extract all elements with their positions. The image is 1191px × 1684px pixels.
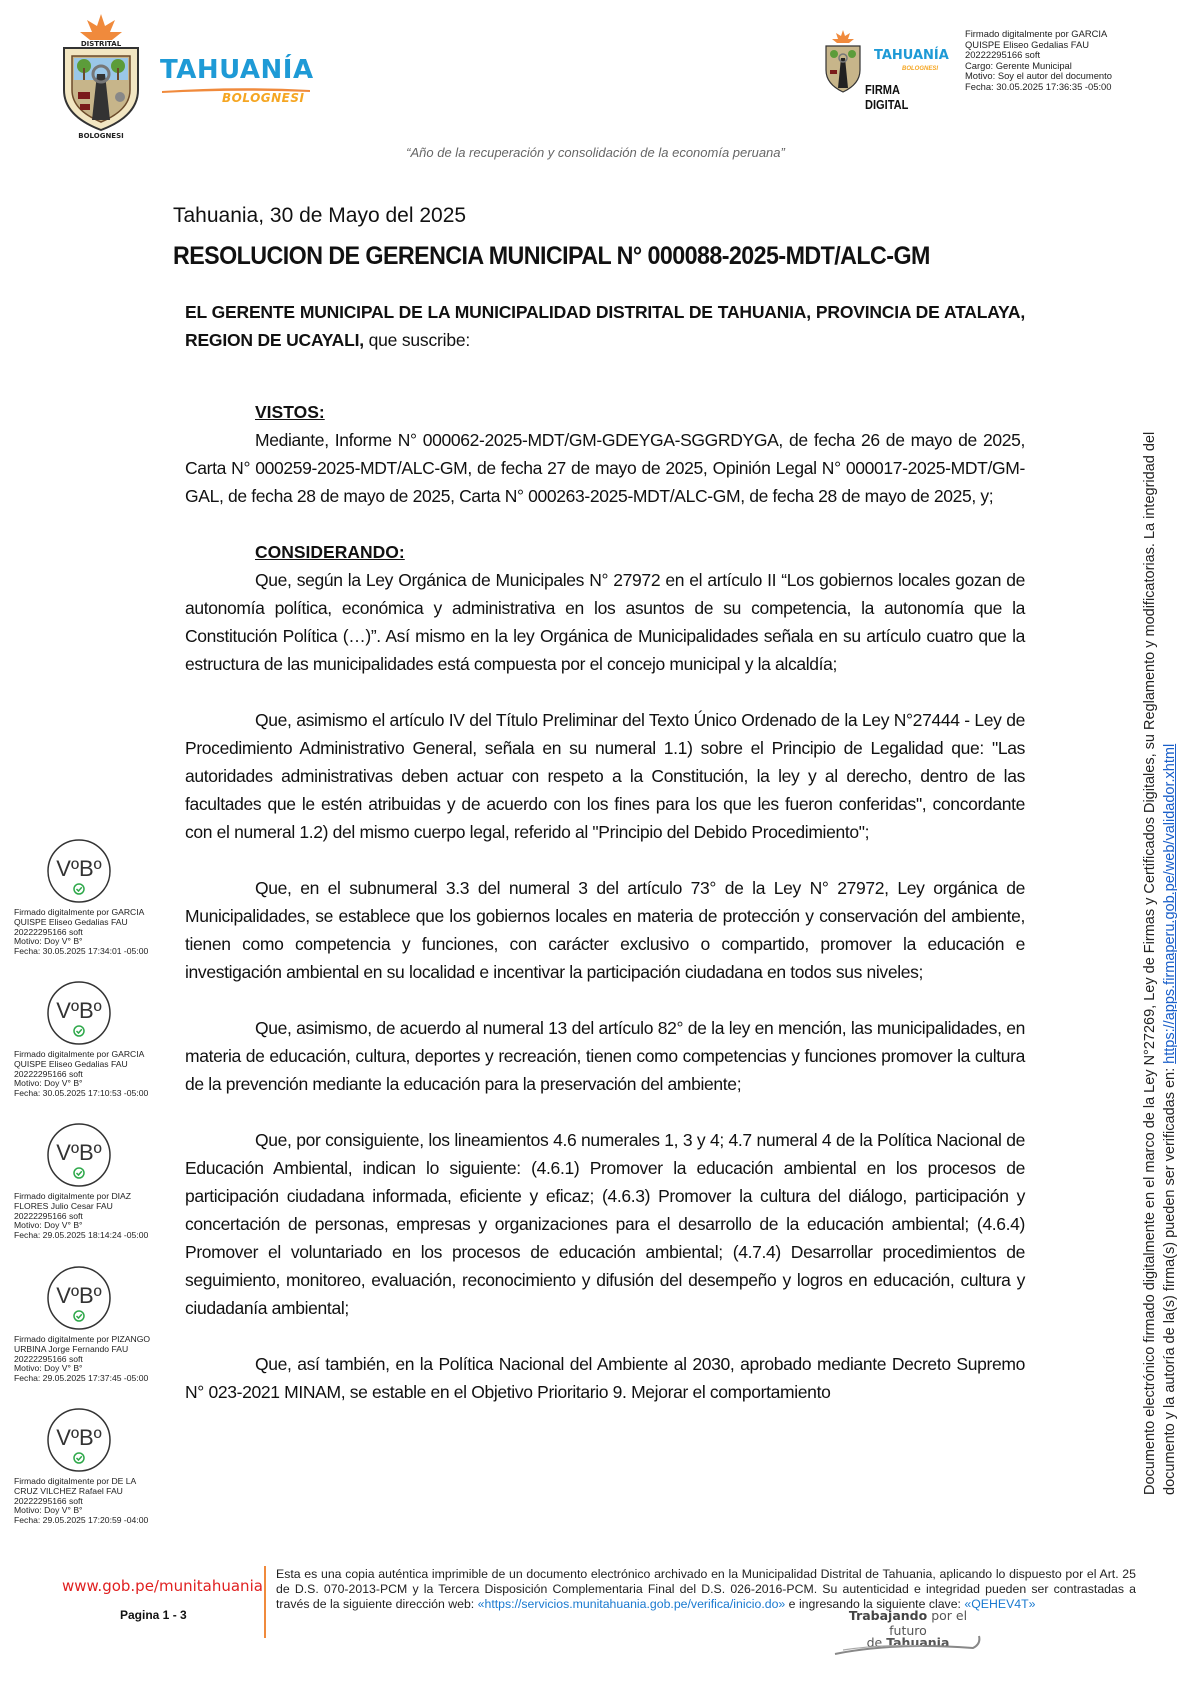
sig-line: QUISPE Eliseo Gedalias FAU (965, 38, 1090, 50)
stamp-line: CRUZ VILCHEZ Rafael FAU (14, 1485, 123, 1496)
sig-line: Cargo: Gerente Municipal (965, 59, 1072, 71)
stamp-line: Fecha: 29.05.2025 18:14:24 -05:00 (14, 1230, 149, 1241)
considerando-paragraph: Que, así también, en la Política Nacional del Ambiente al 2030, aprobado mediante Decreto Supremo N° 023-2021 MINAM, se estable en el Objetivo Prioritario 9. Mejorar el comportamiento (185, 1354, 1025, 1402)
stamp-line: Firmado digitalmente por PIZANGO (14, 1334, 151, 1344)
footer-divider (264, 1566, 266, 1638)
stamp-line: QUISPE Eliseo Gedalias FAU (14, 916, 128, 927)
vobo-seal-icon (46, 1122, 112, 1188)
stamp-line: URBINA Jorge Fernando FAU (14, 1343, 129, 1354)
brand-subtitle: BOLOGNESI (222, 91, 305, 105)
vobo-seal-icon (46, 980, 112, 1046)
stamp-line: 20222295166 soft (14, 1353, 83, 1364)
vobo-stamp (14, 1265, 174, 1410)
considerando-heading: CONSIDERANDO: (255, 542, 405, 562)
crest-top-text: DISTRITAL (80, 40, 122, 48)
stamp-text (14, 908, 148, 957)
vobo-seal-text: VºBº (56, 856, 102, 881)
stamp-line: QUISPE Eliseo Gedalias FAU (14, 1058, 128, 1069)
stamp-line: Fecha: 29.05.2025 17:37:45 -05:00 (14, 1373, 149, 1384)
stamp-line: Firmado digitalmente por DIAZ (14, 1191, 132, 1201)
sig-line: Fecha: 30.05.2025 17:36:35 -05:00 (965, 80, 1112, 92)
vobo-stamp (14, 838, 174, 983)
vobo-seal-icon (46, 838, 112, 904)
stamp-text (14, 1477, 148, 1526)
tahuania-brand (160, 55, 314, 110)
firma-digital-label: FIRMA DIGITAL (865, 82, 909, 112)
considerando-paragraph: Que, asimismo el artículo IV del Título Preliminar del Texto Único Ordenado de la Ley N°27444 - Ley de Procedimiento Administrativo General, señala en su numeral 1.1) sobre el Principio de Legalidad que: "Las autoridades administrativas deben actuar con respeto a la Constitución, la ley y al derecho, dentro de las facultades que le estén atribuidas y de acuerdo con los fines para los que les fueron conferidas", concordante con el numeral 1.2) del mismo cuerpo legal, referido al "Principio del Debido Procedimiento"; (185, 710, 1025, 842)
stamp-line: Motivo: Doy V° B° (14, 936, 83, 947)
stamp-line: Fecha: 30.05.2025 17:34:01 -05:00 (14, 946, 149, 957)
stamp-line: 20222295166 soft (14, 1068, 83, 1079)
considerando-paragraph: Que, en el subnumeral 3.3 del numeral 3 del artículo 73° de la Ley N° 27972, Ley orgánica de Municipalidades, se establece que los gobiernos locales en materia de protección y conservación del ambiente, tienen como competencia y funciones, con carácter exclusivo o compartido, promover la educación e investigación ambiental en su localidad e incentivar la participación ciudadana en todos sus niveles; (185, 878, 1025, 982)
document-date: Tahuania, 30 de Mayo del 2025 (173, 204, 467, 227)
footer-authenticity-note: Esta es una copia auténtica imprimible de un documento electrónico archivado en la Municipalidad Distrital de Tahuania, aplicando lo dispuesto por el Art. 25 de D.S. 070-2013-PCM y la Tercera Disposición Complementaria Final del D.S. 026-2016-PCM. Su autenticidad e integridad pueden ser contrastadas a través de la siguiente dirección web: «https://servicios.munitahuania.gob.pe/verifica/inicio.do» e ingresando la siguiente clave: «QEHEV4T» (276, 1567, 1136, 1612)
footer-website-link[interactable]: www.gob.pe/munitahuania (62, 1577, 263, 1595)
stamp-line: Motivo: Doy V° B° (14, 1220, 83, 1231)
vobo-seal-icon (46, 1407, 112, 1473)
firma-digital-logo (822, 28, 960, 112)
verification-key: «QEHEV4T» (964, 1597, 1036, 1612)
considerando-paragraph: Que, según la Ley Orgánica de Municipales N° 27972 en el artículo II “Los gobiernos locales gozan de autonomía política, económica y administrativa en los asuntos de su competencia, la autonomía que la Constitución Política (…)”. Así mismo en la ley Orgánica de Municipalidades señala en su artículo cuatro que la estructura de las municipalidades está compuesta por el concejo municipal y la alcaldía; (185, 570, 1025, 674)
considerando-paragraph: Que, por consiguiente, los lineamientos 4.6 numerales 1, 3 y 4; 4.7 numeral 4 de la Política Nacional de Educación Ambiental, indican lo siguiente: (4.6.1) Promover la educación ambiental en los procesos de participación ciudadana informada, eficiente y eficaz; (4.6.3) Promover la cultura del diálogo, participación y concertación de personas, empresas y organizaciones para el desarrollo de la educación ambiental; (4.6.4) Promover el voluntariado en los procesos de educación ambiental; (4.7.4) Desarrollar procedimientos de seguimiento, monitoreo, evaluación, reconocimiento y difusión del desempeño y logros en educación, cultura y ciudadanía ambiental; (185, 1130, 1025, 1318)
side-note-line2: documento y la autoría de la(s) firma(s) pueden ser verificadas en: https://apps.firmaperu.gob.pe/web/validador.xhtml (1162, 743, 1178, 1495)
footer-slogan: Trabajando por el futuro de Tahuania (833, 1608, 983, 1658)
sig-line: 20222295166 soft (965, 49, 1041, 60)
document-body (185, 298, 1025, 1406)
small-crest-icon (822, 28, 864, 98)
stamp-line: Motivo: Doy V° B° (14, 1078, 83, 1089)
municipal-crest-logo (52, 12, 150, 140)
vistos-paragraph: Mediante, Informe N° 000062-2025-MDT/GM-GDEYGA-SGGRDYGA, de fecha 26 de mayo de 2025, Carta N° 000259-2025-MDT/ALC-GM, de fecha 27 de mayo de 2025, Opinión Legal N° 000017-2025-MDT/GM-GAL, de fecha 28 de mayo de 2025, Carta N° 000263-2025-MDT/ALC-GM, de fecha 28 de mayo de 2025, y; (185, 430, 1025, 506)
sig-brand-subtitle: BOLOGNESI (902, 66, 939, 72)
stamp-line: 20222295166 soft (14, 926, 83, 937)
resolution-title: RESOLUCION DE GERENCIA MUNICIPAL N° 000088-2025-MDT/ALC-GM (173, 242, 930, 270)
side-note-line1: Documento electrónico firmado digitalmente en el marco de la Ley N°27269, Ley de Firmas y Certificados Digitales, su Reglamento y modificatorias. La integridad del (1142, 431, 1158, 1495)
crest-bottom-text: BOLOGNESI (78, 132, 124, 140)
brand-title: TAHUANÍA (160, 55, 314, 85)
stamp-line: Motivo: Doy V° B° (14, 1363, 83, 1374)
stamp-text (14, 1050, 148, 1099)
stamp-line: Fecha: 30.05.2025 17:10:53 -05:00 (14, 1088, 149, 1099)
stamp-line: Firmado digitalmente por GARCIA (14, 1049, 145, 1059)
vobo-stamp (14, 980, 174, 1125)
stamp-text (14, 1192, 148, 1241)
stamp-line: 20222295166 soft (14, 1210, 83, 1221)
crest-icon (52, 12, 150, 140)
stamp-line: Motivo: Doy V° B° (14, 1505, 83, 1516)
intro-paragraph (185, 298, 1025, 354)
sig-brand-title: TAHUANÍA (874, 48, 949, 63)
stamp-line: Fecha: 29.05.2025 17:20:59 -04:00 (14, 1515, 149, 1526)
year-motto: “Año de la recuperación y consolidación de la economía peruana” (406, 145, 785, 160)
page-indicator: Pagina 1 - 3 (120, 1608, 187, 1622)
intro-normal: que suscribe: (363, 330, 471, 350)
sig-line: Motivo: Soy el autor del documento (965, 70, 1112, 81)
vobo-seal-text: VºBº (56, 1425, 102, 1450)
vobo-seal-text: VºBº (56, 1140, 102, 1165)
intro-bold: EL GERENTE MUNICIPAL DE LA MUNICIPALIDAD DISTRITAL DE TAHUANIA, PROVINCIA DE ATALAYA, REGION DE UCAYALI, (185, 302, 1025, 350)
vobo-seal-text: VºBº (56, 1283, 102, 1308)
vobo-seal-text: VºBº (56, 998, 102, 1023)
stamp-text (14, 1335, 150, 1384)
stamp-line: FLORES Julio Cesar FAU (14, 1200, 113, 1211)
considerando-paragraph: Que, asimismo, de acuerdo al numeral 13 del artículo 82° de la ley en mención, las municipalidades, en materia de educación, cultura, deportes y recreación, tienen como competencias y funciones promover la cultura de la prevención mediante la educación para la preservación del ambiente; (185, 1018, 1025, 1094)
stamp-line: Firmado digitalmente por GARCIA (14, 907, 145, 917)
vobo-stamp (14, 1407, 174, 1552)
slogan-swoosh-icon (833, 1634, 983, 1658)
digital-signature-info (965, 29, 1112, 92)
stamp-line: Firmado digitalmente por DE LA (14, 1476, 137, 1486)
vistos-heading: VISTOS: (255, 402, 325, 422)
vobo-seal-icon (46, 1265, 112, 1331)
verification-url-link[interactable]: «https://servicios.munitahuania.gob.pe/verifica/inicio.do» (477, 1597, 786, 1612)
firmaperu-validator-link[interactable]: https://apps.firmaperu.gob.pe/web/validador.xhtml (1162, 743, 1178, 1064)
vobo-stamp (14, 1122, 174, 1267)
side-verification-note (1140, 335, 1180, 1495)
stamp-line: 20222295166 soft (14, 1495, 83, 1506)
sig-line: Firmado digitalmente por GARCIA (965, 28, 1108, 39)
